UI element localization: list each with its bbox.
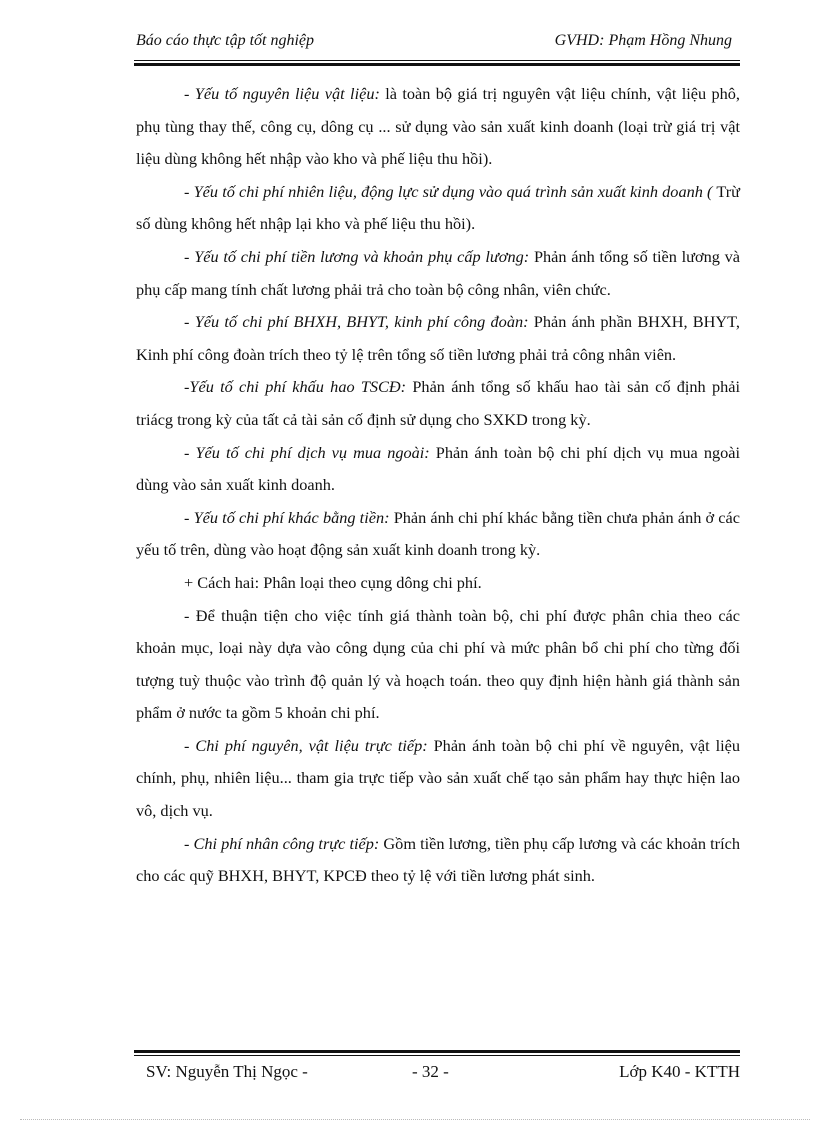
- page-bottom-dotted-border: [20, 1119, 810, 1121]
- paragraph-fuel-cost: - Yếu tố chi phí nhiên liệu, động lực sử dụng vào quá trình sản xuất kinh doanh ( Trừ số dùng không hết nhập lại kho và phế liệu thu hồi).: [136, 181, 740, 234]
- paragraph-cost-items-intro: - Để thuận tiện cho việc tính giá thành toàn bộ, chi phí được phân chia theo các khoản mục, loại này dựa vào công dụng của chi phí và mức phân bổ chi phí cho từng đối tượng tuỳ thuộc vào trình độ quản lý và hoạch toán. theo quy định hiện hành giá thành sản phẩm ở nước ta gồm 5 khoản chi phí.: [136, 605, 740, 723]
- page-footer: [134, 1062, 740, 1088]
- document-body: [136, 78, 740, 893]
- footer-student-name: SV: Nguyễn Thị Ngọc -: [146, 1062, 308, 1081]
- paragraph-insurance-cost: - Yếu tố chi phí BHXH, BHYT, kinh phí công đoàn: Phản ánh phần BHXH, BHYT, Kinh phí công đoàn trích theo tỷ lệ trên tổng số tiền lương phải trả công nhân viên.: [136, 312, 740, 364]
- page-header: [134, 30, 740, 56]
- paragraph-material-cost: - Yếu tố nguyên liệu vật liệu: là toàn bộ giá trị nguyên vật liệu chính, vật liệu phô, phụ tùng thay thế, công cụ, dông cụ ... sử dụng vào sản xuất kinh doanh (loại trừ giá trị vật liệu dùng không hết nhập vào kho và phế liệu thu hồi).: [136, 84, 741, 169]
- footer-class: Lớp K40 - KTTH: [619, 1062, 740, 1081]
- footer-rule-thick: [134, 1050, 740, 1053]
- paragraph-salary-cost: - Yếu tố chi phí tiền lương và khoản phụ cấp lương: Phản ánh tổng số tiền lương và phụ cấp mang tính chất lương phải trả cho toàn bộ công nhân, viên chức.: [136, 246, 741, 299]
- paragraph-depreciation-cost: -Yếu tố chi phí khấu hao TSCĐ: Phản ánh tổng số khấu hao tài sản cố định phải triácg trong kỳ của tất cả tài sản cố định sử dụng cho SXKD trong kỳ.: [136, 377, 740, 429]
- paragraph-other-cash-cost: - Yếu tố chi phí khác bằng tiền: Phản ánh chi phí khác bằng tiền chưa phản ánh ở các yếu tố trên, dùng vào hoạt động sản xuất kinh doanh trong kỳ.: [136, 507, 740, 560]
- paragraph-direct-material: - Chi phí nguyên, vật liệu trực tiếp: Phản ánh toàn bộ chi phí về nguyên, vật liệu chính, phụ, nhiên liệu... tham gia trực tiếp vào sản xuất chế tạo sản phẩm hay thực hiện lao vô, dịch vụ.: [136, 735, 741, 821]
- paragraph-method-two: + Cách hai: Phân loại theo cụng dông chi phí.: [184, 572, 482, 592]
- paragraph-direct-labor: - Chi phí nhân công trực tiếp: Gồm tiền lương, tiền phụ cấp lương và các khoản trích cho các quỹ BHXH, BHYT, KPCĐ theo tỷ lệ với tiền lương phát sinh.: [136, 833, 740, 886]
- header-rule-thin: [134, 60, 740, 61]
- footer-rule-thin: [134, 1055, 740, 1056]
- header-supervisor: GVHD: Phạm Hồng Nhung: [554, 32, 732, 49]
- header-rule-thick: [134, 63, 740, 66]
- header-report-title: Báo cáo thực tập tốt nghiệp: [136, 32, 315, 49]
- footer-page-number: - 32 -: [412, 1062, 449, 1081]
- paragraph-outsourced-service-cost: - Yếu tố chi phí dịch vụ mua ngoài: Phản ánh toàn bộ chi phí dịch vụ mua ngoài dùng vào sản xuất kinh doanh.: [136, 442, 741, 495]
